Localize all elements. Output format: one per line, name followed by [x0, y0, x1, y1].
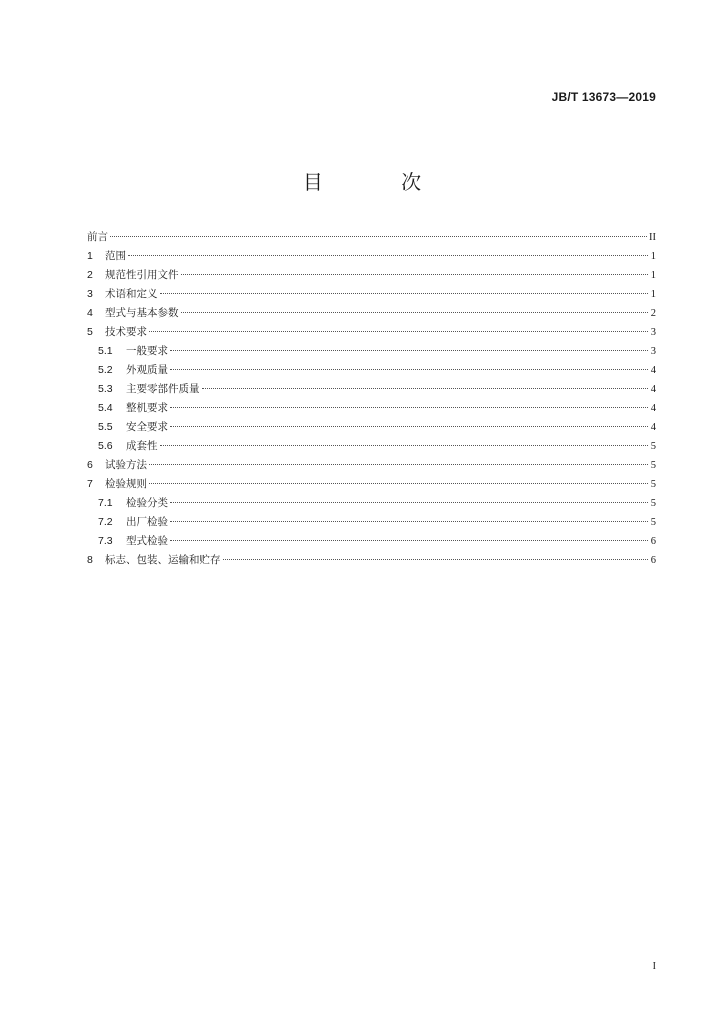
toc-entry-page: 4: [650, 403, 656, 414]
toc-leader-dots: [170, 350, 648, 351]
toc-entry-number: 5.2: [98, 364, 113, 376]
toc-leader-dots: [202, 388, 649, 389]
toc-entry-number: 7.1: [98, 497, 113, 509]
table-of-contents: [87, 228, 656, 570]
toc-entry-page: 4: [650, 384, 656, 395]
toc-entry-title: 安全要求: [126, 421, 168, 433]
toc-entry[interactable]: [87, 551, 656, 570]
toc-entry-number: 5.6: [98, 440, 113, 452]
toc-entry-number: 5.4: [98, 402, 113, 414]
toc-entry-page: 5: [650, 441, 656, 452]
toc-entry-title: 标志、包装、运输和贮存: [105, 554, 221, 566]
toc-entry-title: 试验方法: [105, 459, 147, 471]
toc-entry-page: 1: [650, 270, 656, 281]
toc-entry-title: 前言: [87, 231, 108, 243]
toc-entry-title: 检验分类: [126, 497, 168, 509]
toc-entry[interactable]: [87, 418, 656, 437]
toc-leader-dots: [223, 559, 649, 560]
toc-entry-title: 术语和定义: [105, 288, 158, 300]
toc-entry-number: 5.1: [98, 345, 113, 357]
toc-entry[interactable]: [87, 456, 656, 475]
toc-entry-title: 成套性: [126, 440, 158, 452]
toc-entry-number: 7: [87, 478, 93, 490]
toc-entry-number: 5.5: [98, 421, 113, 433]
toc-entry[interactable]: [87, 323, 656, 342]
toc-entry-title: 一般要求: [126, 345, 168, 357]
toc-entry[interactable]: [87, 532, 656, 551]
toc-leader-dots: [170, 369, 648, 370]
toc-entry-page: 5: [650, 460, 656, 471]
page-number: I: [652, 961, 656, 972]
toc-leader-dots: [128, 255, 648, 256]
toc-leader-dots: [170, 426, 648, 427]
toc-entry-page: 5: [650, 498, 656, 509]
toc-entry-title: 型式与基本参数: [105, 307, 179, 319]
toc-entry-number: 4: [87, 307, 93, 319]
toc-entry-title: 主要零部件质量: [126, 383, 200, 395]
toc-leader-dots: [170, 521, 648, 522]
toc-entry-title: 技术要求: [105, 326, 147, 338]
toc-entry[interactable]: [87, 247, 656, 266]
toc-leader-dots: [160, 293, 649, 294]
toc-entry-page: 5: [650, 479, 656, 490]
toc-leader-dots: [160, 445, 649, 446]
toc-leader-dots: [110, 236, 647, 237]
toc-leader-dots: [181, 312, 649, 313]
toc-entry[interactable]: [87, 342, 656, 361]
toc-entry-number: 2: [87, 269, 93, 281]
toc-leader-dots: [149, 483, 648, 484]
toc-entry[interactable]: [87, 513, 656, 532]
toc-entry-page: 6: [650, 536, 656, 547]
toc-entry[interactable]: [87, 266, 656, 285]
toc-entry-number: 8: [87, 554, 93, 566]
toc-leader-dots: [181, 274, 649, 275]
toc-entry-page: 4: [650, 365, 656, 376]
toc-entry-title: 范围: [105, 250, 126, 262]
toc-entry-page: 1: [650, 251, 656, 262]
toc-entry[interactable]: [87, 304, 656, 323]
toc-entry-page: 3: [650, 346, 656, 357]
toc-entry[interactable]: [87, 361, 656, 380]
toc-entry[interactable]: [87, 494, 656, 513]
toc-entry[interactable]: [87, 437, 656, 456]
toc-entry-number: 5.3: [98, 383, 113, 395]
toc-leader-dots: [170, 502, 648, 503]
toc-entry-number: 7.2: [98, 516, 113, 528]
toc-entry-number: 1: [87, 250, 93, 262]
toc-leader-dots: [170, 540, 648, 541]
toc-entry[interactable]: [87, 285, 656, 304]
toc-entry-number: 5: [87, 326, 93, 338]
toc-entry-title: 检验规则: [105, 478, 147, 490]
toc-entry[interactable]: [87, 475, 656, 494]
toc-entry-title: 整机要求: [126, 402, 168, 414]
standard-code: JB/T 13673—2019: [551, 90, 656, 104]
toc-entry-number: 6: [87, 459, 93, 471]
toc-entry-number: 3: [87, 288, 93, 300]
toc-entry[interactable]: [87, 380, 656, 399]
toc-entry-title: 型式检验: [126, 535, 168, 547]
toc-entry-page: 6: [650, 555, 656, 566]
toc-leader-dots: [149, 331, 648, 332]
toc-entry-page: 2: [650, 308, 656, 319]
toc-entry-page: 3: [650, 327, 656, 338]
toc-entry-page: II: [649, 232, 656, 243]
toc-entry-number: 7.3: [98, 535, 113, 547]
toc-entry-title: 规范性引用文件: [105, 269, 179, 281]
toc-entry-page: 4: [650, 422, 656, 433]
toc-entry-title: 外观质量: [126, 364, 168, 376]
toc-leader-dots: [170, 407, 648, 408]
toc-leader-dots: [149, 464, 648, 465]
toc-title: 目 次: [302, 170, 458, 194]
toc-entry-title: 出厂检验: [126, 516, 168, 528]
toc-entry-page: 5: [650, 517, 656, 528]
toc-entry[interactable]: [87, 228, 656, 247]
toc-entry-page: 1: [650, 289, 656, 300]
toc-entry[interactable]: [87, 399, 656, 418]
